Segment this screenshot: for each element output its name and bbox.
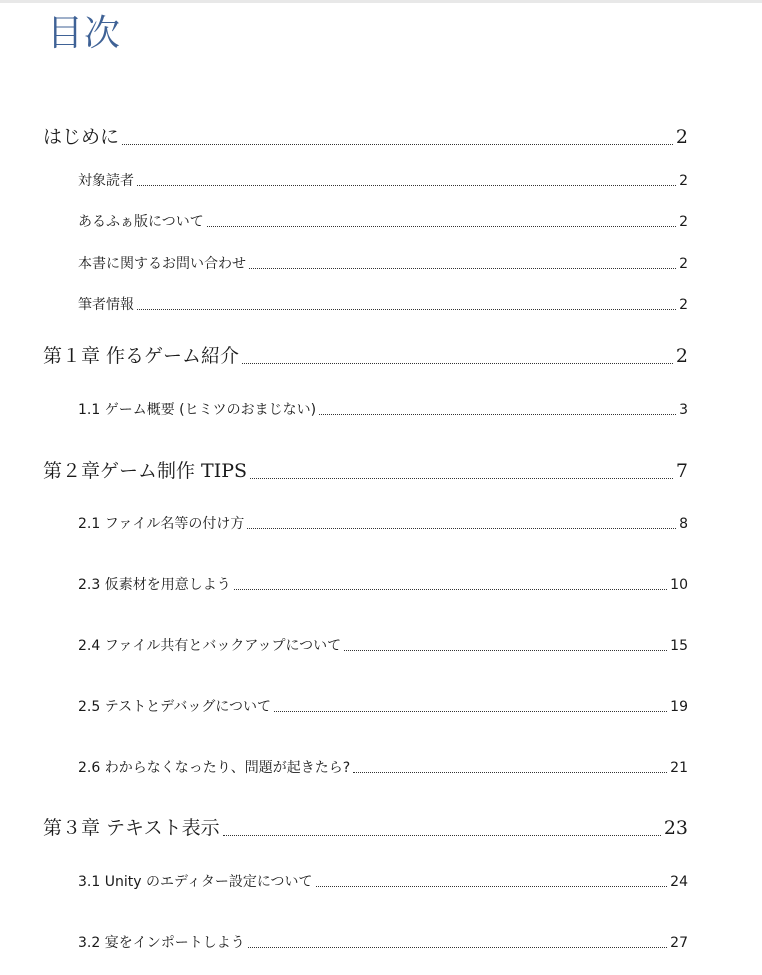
toc-entry-section[interactable] — [78, 698, 688, 716]
toc-entry-page: 3 — [679, 402, 688, 418]
dot-leader — [316, 886, 668, 887]
toc-entry-label: 対象読者 — [78, 173, 134, 189]
toc-entry-label: 2.3 仮素材を用意しよう — [78, 577, 231, 593]
toc-entry-label: 2.1 ファイル名等の付け方 — [78, 516, 245, 532]
toc-entry-page: 2 — [679, 173, 688, 189]
toc-entry-label: 1.1 ゲーム概要 (ヒミツのおまじない) — [78, 402, 317, 418]
toc-entry-label: 本書に関するお問い合わせ — [78, 256, 246, 272]
toc-entry-chapter[interactable] — [43, 125, 688, 149]
toc-entry-section[interactable] — [78, 213, 688, 231]
dot-leader — [248, 947, 667, 948]
toc-entry-section[interactable] — [78, 759, 688, 777]
top-border — [0, 0, 762, 3]
toc-entry-section[interactable] — [78, 401, 688, 419]
toc-entry-page: 24 — [670, 874, 688, 890]
dot-leader — [242, 363, 673, 364]
toc-entry-page: 2 — [679, 256, 688, 272]
dot-leader — [122, 144, 673, 145]
toc-entry-page: 15 — [670, 638, 688, 654]
toc-entry-page: 8 — [679, 516, 688, 532]
dot-leader — [249, 268, 676, 269]
toc-entry-page: 2 — [675, 126, 688, 148]
dot-leader — [137, 309, 676, 310]
toc-entry-label: 2.4 ファイル共有とバックアップについて — [78, 638, 342, 654]
toc-entry-page: 21 — [670, 760, 688, 776]
dot-leader — [247, 528, 676, 529]
toc-entry-page: 2 — [675, 345, 688, 367]
dot-leader — [234, 589, 667, 590]
toc-entry-section[interactable] — [78, 172, 688, 190]
toc-entry-label: 第３章 テキスト表示 — [43, 817, 220, 839]
toc-entry-section[interactable] — [78, 255, 688, 273]
toc-entry-label: あるふぁ版について — [78, 214, 204, 230]
toc-entry-label: 2.6 わからなくなったり、問題が起きたら? — [78, 760, 351, 776]
dot-leader — [274, 711, 667, 712]
toc-entry-label: 第１章 作るゲーム紹介 — [43, 345, 240, 367]
dot-leader — [353, 772, 667, 773]
toc-title: 目次 — [47, 13, 122, 54]
toc-entry-label: はじめに — [43, 126, 120, 148]
toc-entry-section[interactable] — [78, 576, 688, 594]
toc-entry-label: 第２章ゲーム制作 TIPS — [43, 460, 248, 482]
toc-entry-page: 2 — [679, 297, 688, 313]
dot-leader — [344, 650, 667, 651]
toc-entry-page: 19 — [670, 699, 688, 715]
dot-leader — [207, 226, 676, 227]
toc-entry-section[interactable] — [78, 515, 688, 533]
toc-entry-label: 3.2 宴をインポートしよう — [78, 935, 245, 951]
toc-entry-section[interactable] — [78, 873, 688, 891]
dot-leader — [223, 835, 661, 836]
toc-entry-page: 27 — [670, 935, 688, 951]
dot-leader — [137, 185, 676, 186]
toc-entry-label: 筆者情報 — [78, 297, 134, 313]
toc-entry-page: 2 — [679, 214, 688, 230]
dot-leader — [319, 414, 676, 415]
toc-entry-page: 23 — [663, 817, 688, 839]
toc-entry-section[interactable] — [78, 637, 688, 655]
toc-entry-page: 7 — [675, 460, 688, 482]
toc-entry-chapter[interactable] — [43, 344, 688, 368]
toc-entry-chapter[interactable] — [43, 459, 688, 483]
toc-entry-chapter[interactable] — [43, 816, 688, 840]
toc-entry-label: 2.5 テストとデバッグについて — [78, 699, 272, 715]
toc-entry-section[interactable] — [78, 296, 688, 314]
dot-leader — [250, 478, 673, 479]
toc-entry-page: 10 — [670, 577, 688, 593]
toc-entry-label: 3.1 Unity のエディター設定について — [78, 874, 313, 890]
toc-entry-section[interactable] — [78, 934, 688, 952]
